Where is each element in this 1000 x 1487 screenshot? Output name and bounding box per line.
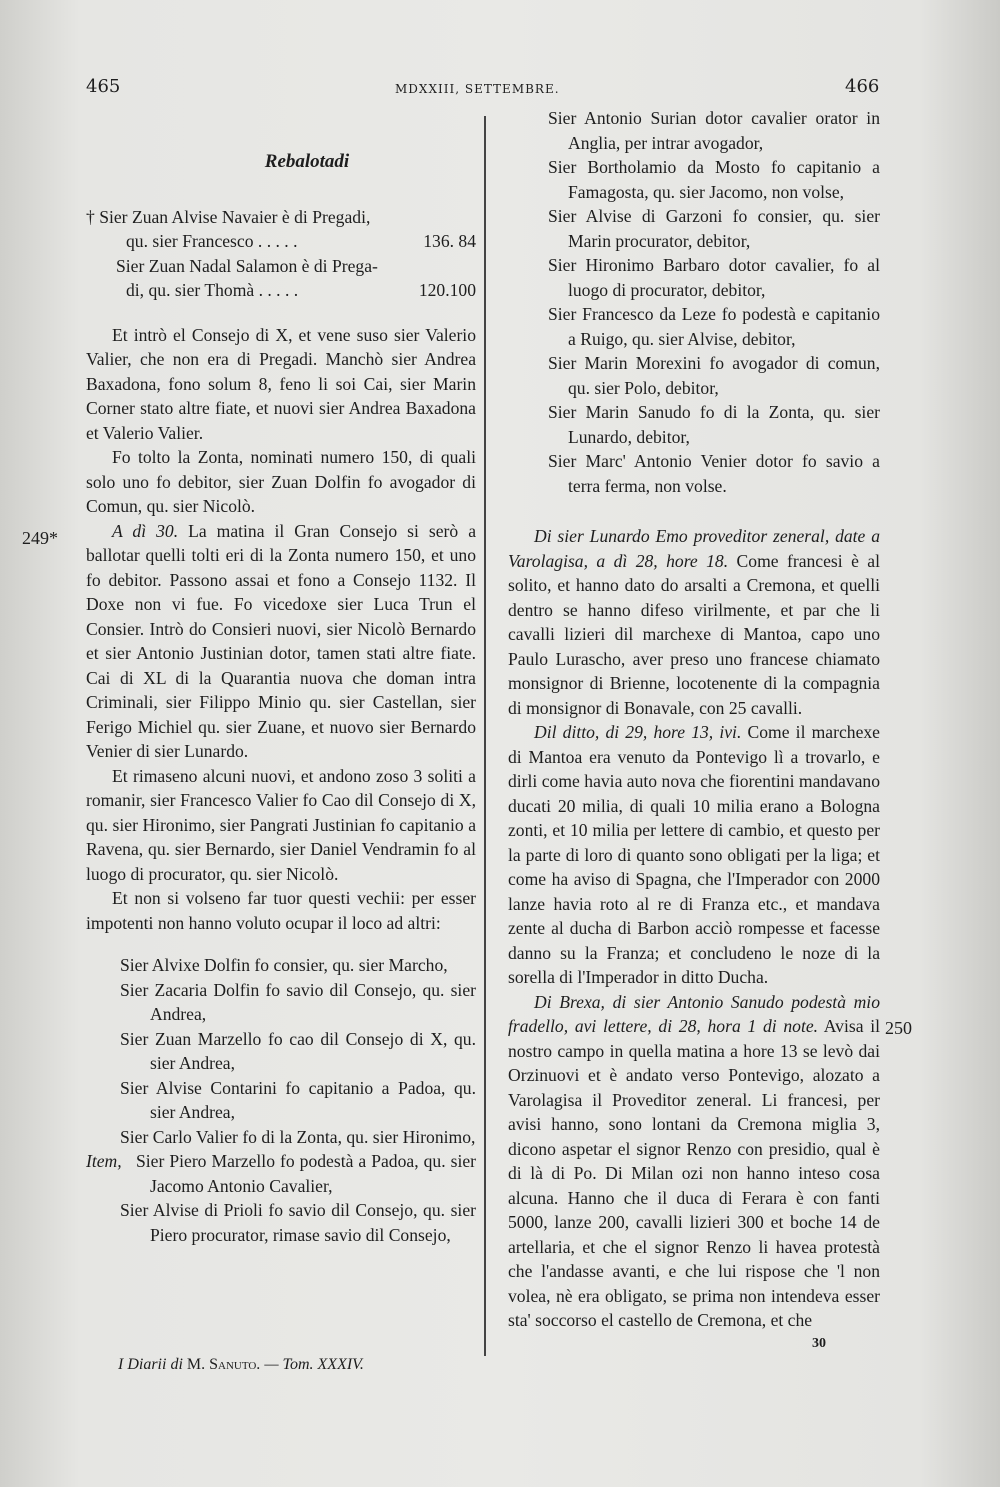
list-item: Sier Alvixe Dolfin fo consier, qu. sier Marcho,: [120, 955, 448, 975]
list-item: Sier Alvise Contarini fo capitanio a Padoa, qu. sier Andrea,: [120, 1077, 476, 1122]
footer: [118, 1356, 364, 1374]
paragraph: [508, 524, 880, 720]
ballot-entry-cont: [86, 278, 476, 303]
ballot-entries: [86, 205, 476, 303]
ballot-entry-cont: [86, 229, 476, 254]
list-item: Sier Alvise di Garzoni fo consier, qu. sier Marin procurator, debitor,: [548, 206, 880, 251]
section-heading: Rebalotadi: [264, 151, 350, 172]
list-item: Sier Antonio Surian dotor cavalier orator in Anglia, per intrar avogador,: [548, 108, 880, 153]
paragraph: [86, 519, 476, 764]
paragraph-text: La matina il Gran Consejo si serò a ballotar quelli tolti eri di la Zonta numero 150, et uno fo debitor. Passono assai et fono a Consejo 1132. Il Doxe non vi fue. Fo vicedoxe sier Luca Trun el Consier. Intrò do Consieri nuovi, sier Nicolò Bernardo et sier Antonio Justinian dotor, tamen stati altre fiate. Cai di XL di la Quarantia nuova che doman intra Criminali, sier Filippo Minio qu. sier Castellan, sier Ferigo Michiel qu. sier Zuane, et nuovo sier Bernardo Venier di sier Lunardo.: [86, 520, 476, 761]
list-item: Item, Sier Piero Marzello fo podestà a Padoa, qu. sier Jacomo Antonio Cavalier,: [86, 1151, 476, 1196]
letter-lead: Di sier Lunardo Emo proveditor zeneral, date a Varolagisa, a dì 28, hore 18.: [508, 526, 880, 571]
paragraph: Et intrò el Consejo di X, et vene suso sier Valerio Valier, che non era di Pregadi. Manchò sier Andrea Baxadona, fono solum 8, feno li soi Cai, sier Marin Corner stato altre fiate, et nuovi sier Andrea Baxadona et Valerio Valier.: [86, 324, 476, 443]
paragraph: Fo tolto la Zonta, nominati numero 150, di quali solo uno fo debitor, sier Zuan Dolfin fo avogador di Comun, qu. sier Nicolò.: [86, 447, 476, 516]
paragraph: [508, 720, 880, 990]
vote-count: 136. 84: [423, 231, 476, 251]
paragraph-text: Come il marchexe di Mantoa era venuto da Pontevigo lì a trovarlo, e dirli come havia auto nova che fiorentini mandavano ducati 20 milia, di quali 10 milia erano a Bologna zonti, et 10 milia per lettere di cambio, et questo per la parte di loro di quanto sono obligati per la liga; et come ha aviso di Spagna, che l'Imperador con 2000 lanze havia roto al re di Franza etc., et mandava zente al ducha di Barbon acciò rompesse et facesse danno su la Franza; et concludeno le noze di la sorella di l'Imperador in ditto Ducha.: [508, 722, 880, 987]
names-list: [86, 953, 476, 1247]
item-lead: Item,: [86, 1151, 122, 1171]
list-item: Sier Carlo Valier fo di la Zonta, qu. sier Hironimo,: [120, 1126, 476, 1147]
entry-line1: Sier Zuan Nadal Salamon è di Prega-: [116, 255, 378, 276]
vote-count: 120.100: [418, 280, 476, 300]
list-item: Sier Bortholamio da Mosto fo capitanio a Famagosta, qu. sier Jacomo, non volse,: [548, 157, 880, 202]
ballot-entry: [86, 254, 476, 279]
paragraph-text: Avisa il nostro campo in quella matina a hore 13 se levò dai Orzinuovi et è andato verso Pontevigo, alozato a Varolagisa il Proveditor zeneral. Li francesi, per avisi hanno, sono lontani da Cremona miglia 3, dicono aspetar el signor Renzo con presidio, qual è di là di Po. Di Milan ozi non hanno inteso cosa alcuna. Hanno che il duca di Ferara è con fanti 5000, lanze 200, cavalli lizieri 300 et boche 14 de artellaria, et che el signor Renzo li havea protestà che l'andasse avanti, e che lui rispose che 'l non volea, nè era obligato, se prima non intendeva esser sta' soccorso el castello de Cremona, et che: [508, 1016, 881, 1330]
list-item: Sier Hironimo Barbaro dotor cavalier, fo al luogo di procurator, debitor,: [548, 255, 880, 300]
page-number-left: 465: [86, 76, 121, 97]
footer-text-b: M. Sanuto.: [186, 1356, 261, 1373]
list-item: Sier Marc' Antonio Venier dotor fo savio a terra ferma, non volse.: [548, 451, 880, 496]
list-item: Sier Alvise di Prioli fo savio dil Consejo, qu. sier Piero procurator, rimase savio dil Consejo,: [120, 1200, 476, 1245]
list-item: Sier Zuan Marzello fo cao dil Consejo di X, qu. sier Andrea,: [120, 1028, 476, 1073]
footer-text-a: I Diarii di: [118, 1356, 183, 1373]
paragraph: Et rimaseno alcuni nuovi, et andono zoso 3 soliti a romanir, sier Francesco Valier fo Cao dil Consejo di X, qu. sier Hironimo, sier Pangrati Justinian fo capitanio a Ravena, qu. sier Bernardo, sier Daniel Vendramin fo al luogo di procurator, qu. sier Nicolò.: [86, 765, 476, 884]
left-column: [86, 150, 476, 1247]
ballot-entry: [86, 205, 476, 230]
entry-line2: di, qu. sier Thomà . . . . .: [126, 280, 299, 300]
page-number-right: 466: [845, 76, 880, 97]
letter-lead: Dil ditto, di 29, hore 13, ivi.: [534, 722, 742, 742]
list-item: Sier Francesco da Leze fo podestà e capitanio a Ruigo, qu. sier Alvise, debitor,: [548, 304, 880, 349]
list-item: Sier Zacaria Dolfin fo savio dil Consejo, qu. sier Andrea,: [120, 979, 476, 1024]
list-item: Sier Marin Morexini fo avogador di comun, qu. sier Polo, debitor,: [548, 353, 880, 398]
list-item: Sier Marin Sanudo fo di la Zonta, qu. sier Lunardo, debitor,: [548, 402, 880, 447]
entry-line1: Sier Zuan Alvise Navaier è di Pregadi,: [99, 206, 371, 227]
running-title: MDXXIII, SETTEMBRE.: [395, 82, 560, 96]
margin-note-left: 249*: [22, 528, 58, 548]
cross-mark: †: [86, 206, 95, 227]
paragraph: Et non si volseno far tuor questi vechii: per esser impotenti non hanno voluto ocupar il loco ad altri:: [86, 888, 476, 933]
signature-mark: 30: [812, 1336, 826, 1351]
date-lead: A dì 30.: [112, 520, 179, 541]
margin-note-right: 250: [885, 1018, 912, 1038]
paragraph: [508, 990, 880, 1333]
letter-lead: Di Brexa, di sier Antonio Sanudo podestà mio fradello, avi lettere, di 28, hora 1 di note.: [508, 991, 880, 1036]
column-divider: [484, 116, 486, 1356]
entry-line2: qu. sier Francesco . . . . .: [126, 231, 298, 251]
right-column: [508, 106, 880, 1333]
footer-text-c: — Tom. XXXIV.: [264, 1356, 364, 1373]
names-list: [508, 106, 880, 498]
paragraph-text: Come francesi è al solito, et hanno dato do arsalti a Cremona, et quelli dentro se hanno difeso virilmente, et par che li cavalli lizieri dil marchexe di Mantoa, capo uno Paulo Luraschо, aver preso uno francese chiamato monsignor di Brienne, locotenente di la compagnia di monsignor di Bonavale, con 25 cavalli.: [508, 550, 880, 718]
